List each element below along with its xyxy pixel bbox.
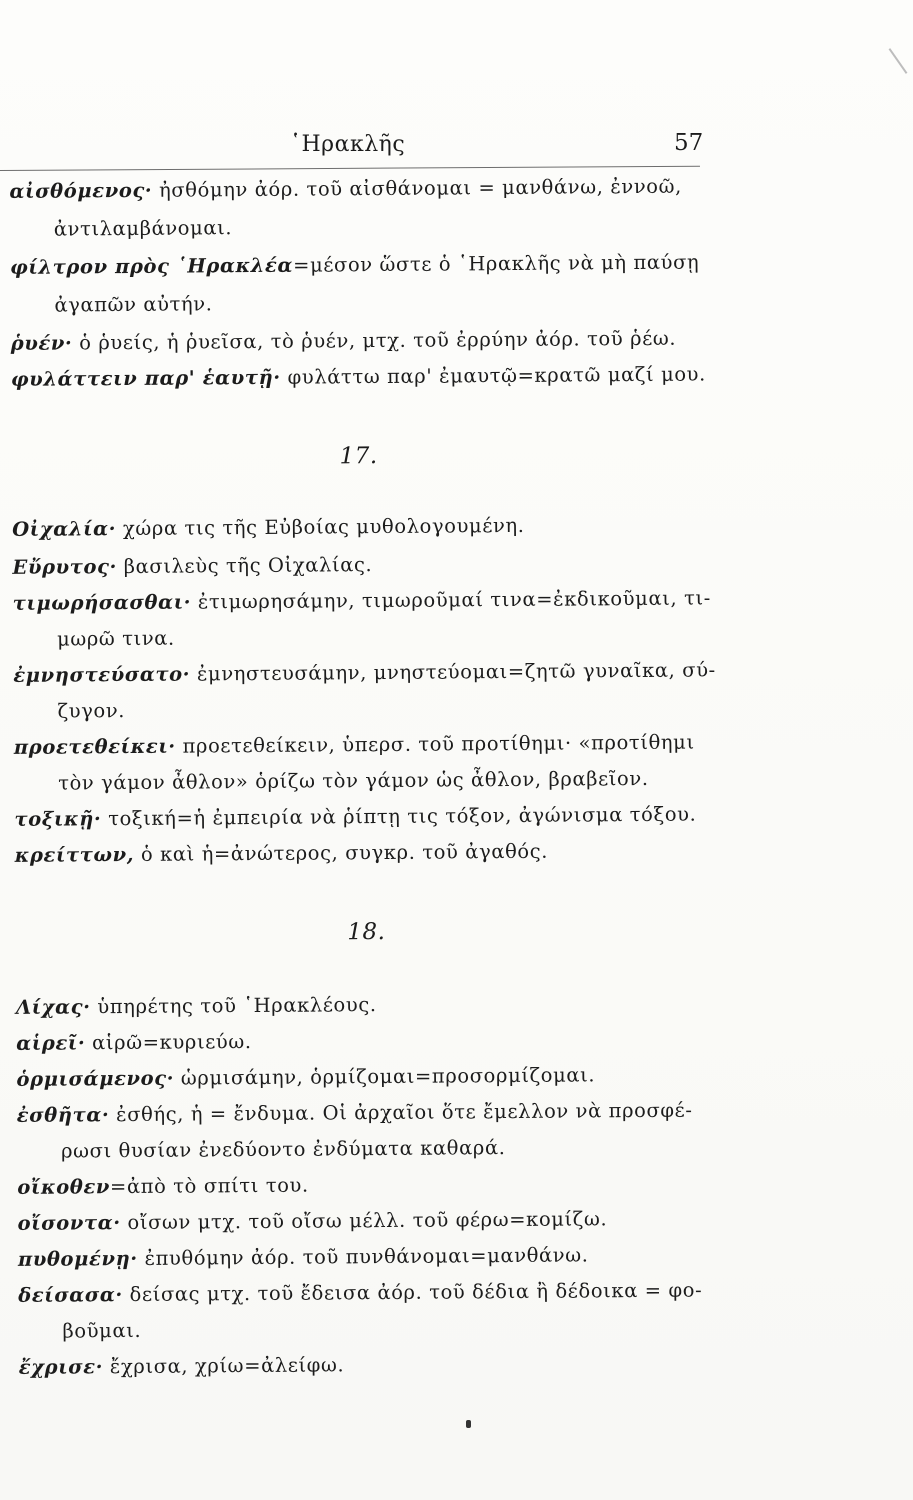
entry-headword: Οἰχαλία· (12, 517, 117, 541)
entry-continuation: ἀγαπῶν αὐτήν. (54, 292, 213, 317)
entry-headword: φυλάττειν παρ' ἑαυτῇ· (10, 365, 281, 391)
entry-phylattein (11, 362, 706, 390)
entry-continuation: ἀντιλαμβάνομαι. (53, 216, 233, 241)
entry-philtron (10, 251, 699, 279)
entry-text: αἱρῶ=κυριεύω. (85, 1030, 252, 1055)
entry-headword: ὁρμισάμενος· (16, 1066, 175, 1091)
scan-edge-mark (889, 48, 908, 74)
entry-text: ὁ ῥυείς, ἡ ῥυεῖσα, τὸ ῥυέν, μτχ. τοῦ ἐρρύην ἀόρ. τοῦ ῥέω. (72, 326, 677, 355)
entry-headword: ῥυέν· (10, 331, 73, 355)
entry-estheta (17, 1099, 693, 1127)
entry-ryen (11, 327, 677, 355)
entry-text: ἔχρισα, χρίω=ἀλείφω. (102, 1353, 345, 1379)
entry-kreitton (15, 840, 549, 867)
entry-headword: ἐμνηστεύσατο· (13, 662, 191, 687)
entry-oikothen (17, 1174, 309, 1199)
entry-hairei (16, 1030, 252, 1055)
entry-pythomene (18, 1243, 589, 1270)
page-number: 57 (674, 130, 704, 156)
entry-proetetheikei (14, 731, 695, 759)
entry-headword: ἐσθῆτα· (16, 1103, 110, 1127)
entry-emnesteusato (13, 658, 716, 687)
entry-headword: δείσασα· (18, 1283, 123, 1307)
entry-text: ἠσθόμην ἀόρ. τοῦ αἰσθάνομαι = μανθάνω, ἐννοῶ, (152, 174, 682, 202)
entry-headword: ἔχρισε· (18, 1355, 104, 1379)
entry-lichas (16, 993, 377, 1019)
entry-continuation: τὸν γάμον ἆθλον» ὁρίζω τὸν γάμον ὡς ἆθλον, βραβεῖον. (58, 766, 649, 795)
entry-text: ἐπυθόμην ἀόρ. τοῦ πυνθάνομαι=μανθάνω. (137, 1243, 589, 1270)
entry-headword: αἰσθόμενος· (9, 178, 153, 203)
running-header-title: ῾Ηρακλῆς (290, 132, 406, 157)
entry-text: προετεθείκειν, ὑπερσ. τοῦ προτίθημι· «προτίθημι (175, 730, 695, 758)
entry-headword: τοξικῇ· (14, 807, 102, 831)
ink-speck (466, 1420, 471, 1428)
entry-headword: τιμωρήσασθαι· (12, 590, 192, 615)
entry-oichalia (12, 514, 525, 541)
entry-headword: κρείττων, (14, 842, 135, 867)
entry-text: χώρα τις τῆς Εὐβοίας μυθολογουμένη. (116, 513, 525, 541)
entry-text: δείσας μτχ. τοῦ ἔδεισα ἀόρ. τοῦ δέδια ἢ δέδοικα = φο- (122, 1278, 703, 1307)
entry-deisasa (18, 1279, 702, 1307)
entry-text: ὑπηρέτης τοῦ ῾Ηρακλέους. (90, 993, 377, 1019)
entry-echrise (19, 1353, 345, 1379)
entry-headword: προετεθείκει· (13, 734, 176, 759)
entry-text: τοξική=ἡ ἐμπειρία νὰ ῥίπτῃ τις τόξον, ἀγώνισμα τόξου. (101, 802, 697, 831)
entry-continuation: ρωσι θυσίαν ἐνεδύοντο ἐνδύματα καθαρά. (60, 1136, 506, 1163)
entry-headword: αἱρεῖ· (16, 1031, 86, 1055)
entry-continuation: μωρῶ τινα. (56, 626, 175, 651)
entry-headword: οἴκοθεν (17, 1175, 111, 1199)
entry-text: οἴσων μτχ. τοῦ οἴσω μέλλ. τοῦ φέρω=κομίζω. (120, 1207, 608, 1235)
entry-hormisamenos (16, 1063, 595, 1091)
entry-text: φυλάττω παρ' ἐμαυτῷ=κρατῶ μαζί μου. (280, 362, 706, 389)
entry-continuation: βοῦμαι. (62, 1318, 142, 1343)
header-rule (0, 166, 700, 171)
entry-timoresasthai (13, 586, 711, 614)
section-number: 18. (347, 919, 386, 946)
entry-text: ἐσθής, ἡ = ἔνδυμα. Οἱ ἀρχαῖοι ὅτε ἔμελλον νὰ προσφέ- (109, 1098, 693, 1127)
section-number: 17. (339, 443, 378, 470)
entry-headword: πυθομένῃ· (17, 1246, 138, 1271)
entry-text: ἐμνηστευσάμην, μνηστεύομαι=ζητῶ γυναῖκα, σύ- (190, 658, 716, 686)
entry-headword: οἴσοντα· (17, 1211, 121, 1235)
entry-aisthomenos (9, 175, 682, 203)
entry-text: =ἀπὸ τὸ σπίτι του. (109, 1173, 309, 1199)
entry-text: ὡρμισάμην, ὁρμίζομαι=προσορμίζομαι. (173, 1063, 596, 1090)
entry-oisonta (18, 1207, 608, 1235)
entry-continuation: ζυγον. (57, 699, 126, 723)
entry-text: ἐτιμωρησάμην, τιμωροῦμαί τινα=ἐκδικοῦμαι, τι- (190, 586, 711, 614)
entry-toxike (14, 803, 696, 831)
entry-eurytos (12, 553, 372, 579)
entry-text: ὁ καὶ ἡ=ἀνώτερος, συγκρ. τοῦ ἀγαθός. (134, 839, 549, 866)
entry-text: βασιλεὺς τῆς Οἰχαλίας. (116, 553, 373, 579)
entry-headword: Λίχας· (15, 995, 91, 1019)
entry-headword: Εὔρυτος· (12, 555, 118, 579)
entry-text: =μέσον ὥστε ὁ ῾Ηρακλῆς νὰ μὴ παύσῃ (292, 250, 700, 277)
entry-headword: φίλτρον πρὸς ῾Ηρακλέα (10, 253, 294, 279)
